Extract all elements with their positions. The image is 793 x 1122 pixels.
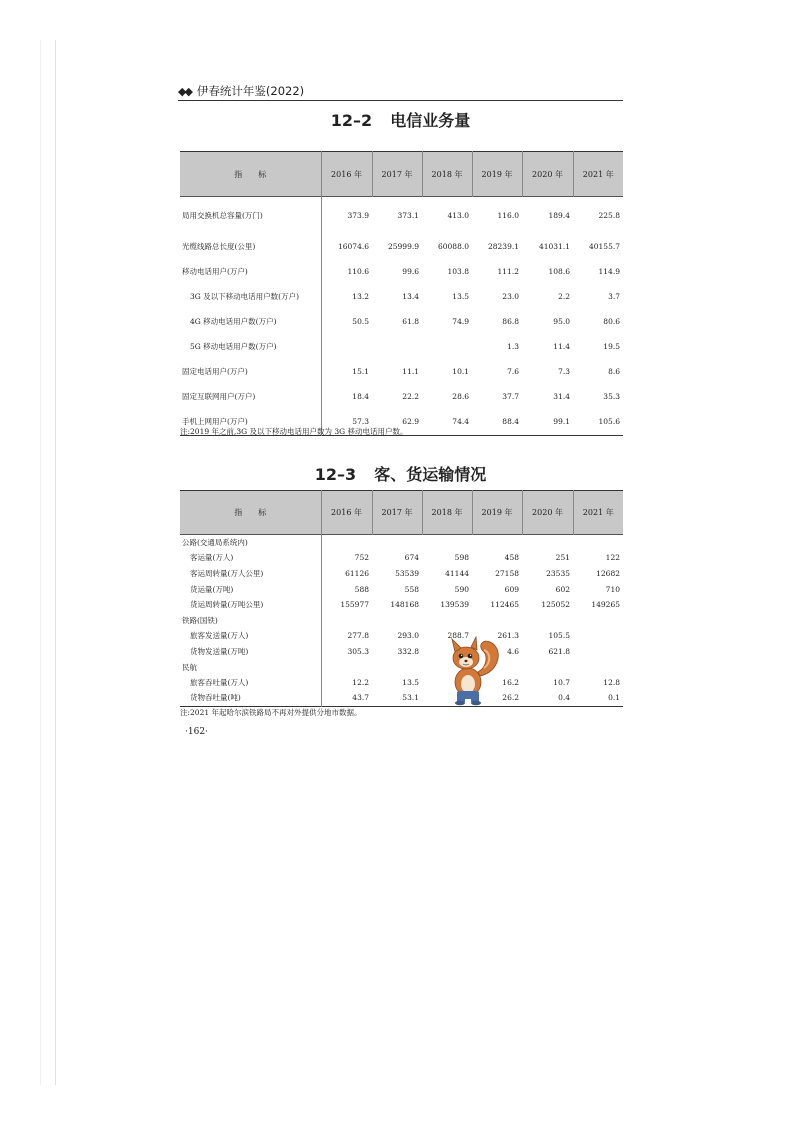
cell-value: 114.9 [598, 266, 620, 276]
cell-value [422, 535, 472, 551]
cell-value: 19.5 [603, 341, 620, 351]
row-label: 铁路(国铁) [180, 612, 321, 628]
header-year: 2016 年 [321, 491, 372, 535]
telecom-table [180, 151, 623, 436]
header-year: 2016 年 [321, 152, 372, 197]
cell-value: 149265 [591, 600, 620, 610]
cell-value: 13.2 [352, 291, 369, 301]
cell-value [321, 612, 372, 628]
cell-value: 35.3 [603, 391, 620, 401]
header-year: 2020 年 [522, 152, 573, 197]
cell-value: 558 [404, 584, 419, 594]
row-label: 5G 移动电话用户数(万户) [180, 334, 321, 359]
cell-value [321, 334, 372, 359]
row-label: 旅客发送量(万人) [180, 628, 321, 644]
cell-value [321, 659, 372, 675]
cell-value: 50.5 [352, 316, 369, 326]
cell-value: 53539 [395, 568, 419, 578]
table-row [180, 309, 623, 334]
cell-value [573, 644, 623, 660]
cell-value: 458 [504, 553, 519, 563]
header-year: 2017 年 [372, 152, 422, 197]
cell-value: 105.6 [598, 417, 620, 427]
table-row [180, 359, 623, 384]
cell-value: 22.2 [402, 391, 419, 401]
cell-value: 108.6 [548, 266, 570, 276]
table-row [180, 566, 623, 582]
squirrel-mascot-icon [444, 636, 502, 706]
cell-value: 74.9 [452, 316, 469, 326]
margin-rule-outer [40, 40, 41, 1085]
row-label: 货运量(万吨) [180, 581, 321, 597]
cell-value: 26.2 [502, 693, 519, 703]
running-head-text: 伊春统计年鉴(2022) [196, 84, 305, 98]
table-row [180, 334, 623, 359]
cell-value: 588 [354, 584, 369, 594]
page-number: ·162· [185, 727, 208, 737]
cell-value: 12.2 [352, 678, 369, 688]
header-year: 2021 年 [573, 152, 623, 197]
row-label: 固定互联网用户(万户) [180, 384, 321, 409]
cell-value: 27158 [495, 568, 519, 578]
cell-value [472, 535, 522, 551]
cell-value: 7.3 [558, 366, 570, 376]
header-year: 2020 年 [522, 491, 573, 535]
cell-value: 752 [354, 553, 369, 563]
table1-title [178, 108, 623, 131]
cell-value [372, 659, 422, 675]
cell-value: 23.0 [502, 291, 519, 301]
cell-value: 4.6 [507, 646, 519, 656]
cell-value [422, 334, 472, 359]
cell-value: 0.1 [608, 693, 620, 703]
row-label: 光缆线路总长度(公里) [180, 234, 321, 259]
cell-value: 43.7 [352, 693, 369, 703]
table1-title-text: 电信业务量 [390, 111, 471, 130]
transport-table [180, 490, 623, 707]
cell-value: 139539 [440, 600, 469, 610]
cell-value: 16074.6 [337, 241, 369, 251]
cell-value: 125052 [541, 600, 570, 610]
table-row [180, 644, 623, 660]
table-row [180, 384, 623, 409]
table2-title [178, 462, 623, 485]
table-row [180, 234, 623, 259]
table-row [180, 659, 623, 675]
cell-value: 2.2 [558, 291, 570, 301]
cell-value: 13.5 [402, 678, 419, 688]
cell-value: 40155.7 [588, 241, 620, 251]
cell-value: 111.2 [497, 266, 519, 276]
header-year: 2021 年 [573, 491, 623, 535]
cell-value: 37.7 [502, 391, 519, 401]
row-label: 旅客吞吐量(万人) [180, 675, 321, 691]
row-label: 移动电话用户(万户) [180, 259, 321, 284]
table-row [180, 612, 623, 628]
cell-value: 95.0 [553, 316, 570, 326]
table1-number: 12–2 [330, 111, 373, 130]
cell-value: 189.4 [548, 210, 570, 220]
table1-note: 注:2019 年之前,3G 及以下移动电话用户数为 3G 移动电话用户数。 [180, 427, 408, 436]
cell-value: 88.4 [502, 417, 519, 427]
row-label: 货物吞吐量(吨) [180, 690, 321, 706]
cell-value: 590 [454, 584, 469, 594]
row-label: 固定电话用户(万户) [180, 359, 321, 384]
cell-value: 373.9 [347, 210, 369, 220]
cell-value: 10.1 [452, 366, 469, 376]
cell-value: 25999.9 [387, 241, 419, 251]
cell-value: 60088.0 [437, 241, 469, 251]
cell-value: 7.6 [507, 366, 519, 376]
header-year: 2017 年 [372, 491, 422, 535]
cell-value: 251 [555, 553, 570, 563]
row-label: 3G 及以下移动电话用户数(万户) [180, 284, 321, 309]
cell-value: 332.8 [397, 646, 419, 656]
row-label: 民航 [180, 659, 321, 675]
table2-title-text: 客、货运输情况 [374, 465, 487, 484]
cell-value: 122 [605, 553, 620, 563]
cell-value: 13.5 [452, 291, 469, 301]
cell-value: 413.0 [447, 210, 469, 220]
cell-value: 3.7 [608, 291, 620, 301]
header-indicator: 指 标 [180, 152, 321, 197]
header-year: 2018 年 [422, 491, 472, 535]
cell-value: 41031.1 [538, 241, 570, 251]
diamond-bullet-icon: ◆◆ [178, 84, 191, 98]
cell-value: 12682 [596, 568, 620, 578]
cell-value [522, 535, 573, 551]
header-year: 2019 年 [472, 152, 522, 197]
cell-value: 225.8 [598, 210, 620, 220]
running-head [178, 82, 623, 101]
table-header-row [180, 491, 623, 535]
table-header-row [180, 152, 623, 197]
cell-value [372, 334, 422, 359]
cell-value [573, 628, 623, 644]
cell-value: 277.8 [347, 631, 369, 641]
table-row [180, 535, 623, 551]
cell-value [573, 659, 623, 675]
cell-value: 57.3 [352, 417, 369, 427]
cell-value: 261.3 [497, 631, 519, 641]
cell-value: 61.8 [402, 316, 419, 326]
cell-value: 602 [555, 584, 570, 594]
table-row [180, 550, 623, 566]
cell-value: 8.6 [608, 366, 620, 376]
row-label: 客运周转量(万人公里) [180, 566, 321, 582]
cell-value: 99.6 [402, 266, 419, 276]
cell-value: 28239.1 [487, 241, 519, 251]
cell-value: 86.8 [502, 316, 519, 326]
table-row [180, 581, 623, 597]
table-row [180, 284, 623, 309]
cell-value: 80.6 [603, 316, 620, 326]
cell-value: 11.1 [402, 366, 419, 376]
cell-value: 112465 [490, 600, 519, 610]
cell-value [372, 612, 422, 628]
cell-value: 1.3 [507, 341, 519, 351]
cell-value: 74.4 [452, 417, 469, 427]
header-year: 2018 年 [422, 152, 472, 197]
cell-value: 16.2 [502, 678, 519, 688]
cell-value: 110.6 [347, 266, 369, 276]
cell-value: 28.6 [452, 391, 469, 401]
row-label: 手机上网用户(万户) [180, 409, 321, 436]
cell-value: 116.0 [497, 210, 519, 220]
cell-value: 155977 [340, 600, 369, 610]
cell-value: 61126 [345, 568, 369, 578]
cell-value: 41144 [445, 568, 469, 578]
cell-value: 103.8 [447, 266, 469, 276]
cell-value: 148168 [390, 600, 419, 610]
cell-value: 373.1 [397, 210, 419, 220]
cell-value: 598 [454, 553, 469, 563]
cell-value: 621.8 [548, 646, 570, 656]
cell-value: 0.4 [558, 693, 570, 703]
table-row [180, 628, 623, 644]
cell-value: 10.7 [553, 678, 570, 688]
cell-value [522, 659, 573, 675]
cell-value: 293.0 [397, 631, 419, 641]
cell-value [573, 612, 623, 628]
table-row [180, 675, 623, 691]
cell-value [321, 535, 372, 551]
row-label: 公路(交通局系统内) [180, 535, 321, 551]
table-row [180, 197, 623, 234]
cell-value [522, 612, 573, 628]
cell-value: 609 [504, 584, 519, 594]
cell-value: 99.1 [553, 417, 570, 427]
cell-value: 11.4 [553, 341, 570, 351]
row-label: 货运周转量(万吨公里) [180, 597, 321, 613]
row-label: 客运量(万人) [180, 550, 321, 566]
cell-value: 105.5 [548, 631, 570, 641]
cell-value: 12.8 [603, 678, 620, 688]
cell-value: 62.9 [402, 417, 419, 427]
cell-value: 15.1 [352, 366, 369, 376]
cell-value: 53.1 [402, 693, 419, 703]
cell-value [573, 535, 623, 551]
row-label: 4G 移动电话用户数(万户) [180, 309, 321, 334]
header-indicator: 指 标 [180, 491, 321, 535]
row-label: 货物发送量(万吨) [180, 644, 321, 660]
cell-value: 18.4 [352, 391, 369, 401]
cell-value [422, 612, 472, 628]
table-row [180, 259, 623, 284]
cell-value [472, 612, 522, 628]
cell-value [372, 535, 422, 551]
margin-rule-inner [55, 40, 56, 1085]
row-label: 局用交换机总容量(万门) [180, 197, 321, 234]
cell-value: 674 [404, 553, 419, 563]
cell-value: 31.4 [553, 391, 570, 401]
header-year: 2019 年 [472, 491, 522, 535]
cell-value: 305.3 [347, 646, 369, 656]
cell-value: 13.4 [402, 291, 419, 301]
table2-number: 12–3 [314, 465, 357, 484]
table-row [180, 690, 623, 706]
cell-value: 710 [605, 584, 620, 594]
table-row [180, 597, 623, 613]
cell-value: 288.7 [447, 631, 469, 641]
table2-note: 注:2021 年起哈尔滨铁路局不再对外提供分地市数据。 [180, 708, 362, 717]
cell-value: 23535 [546, 568, 570, 578]
